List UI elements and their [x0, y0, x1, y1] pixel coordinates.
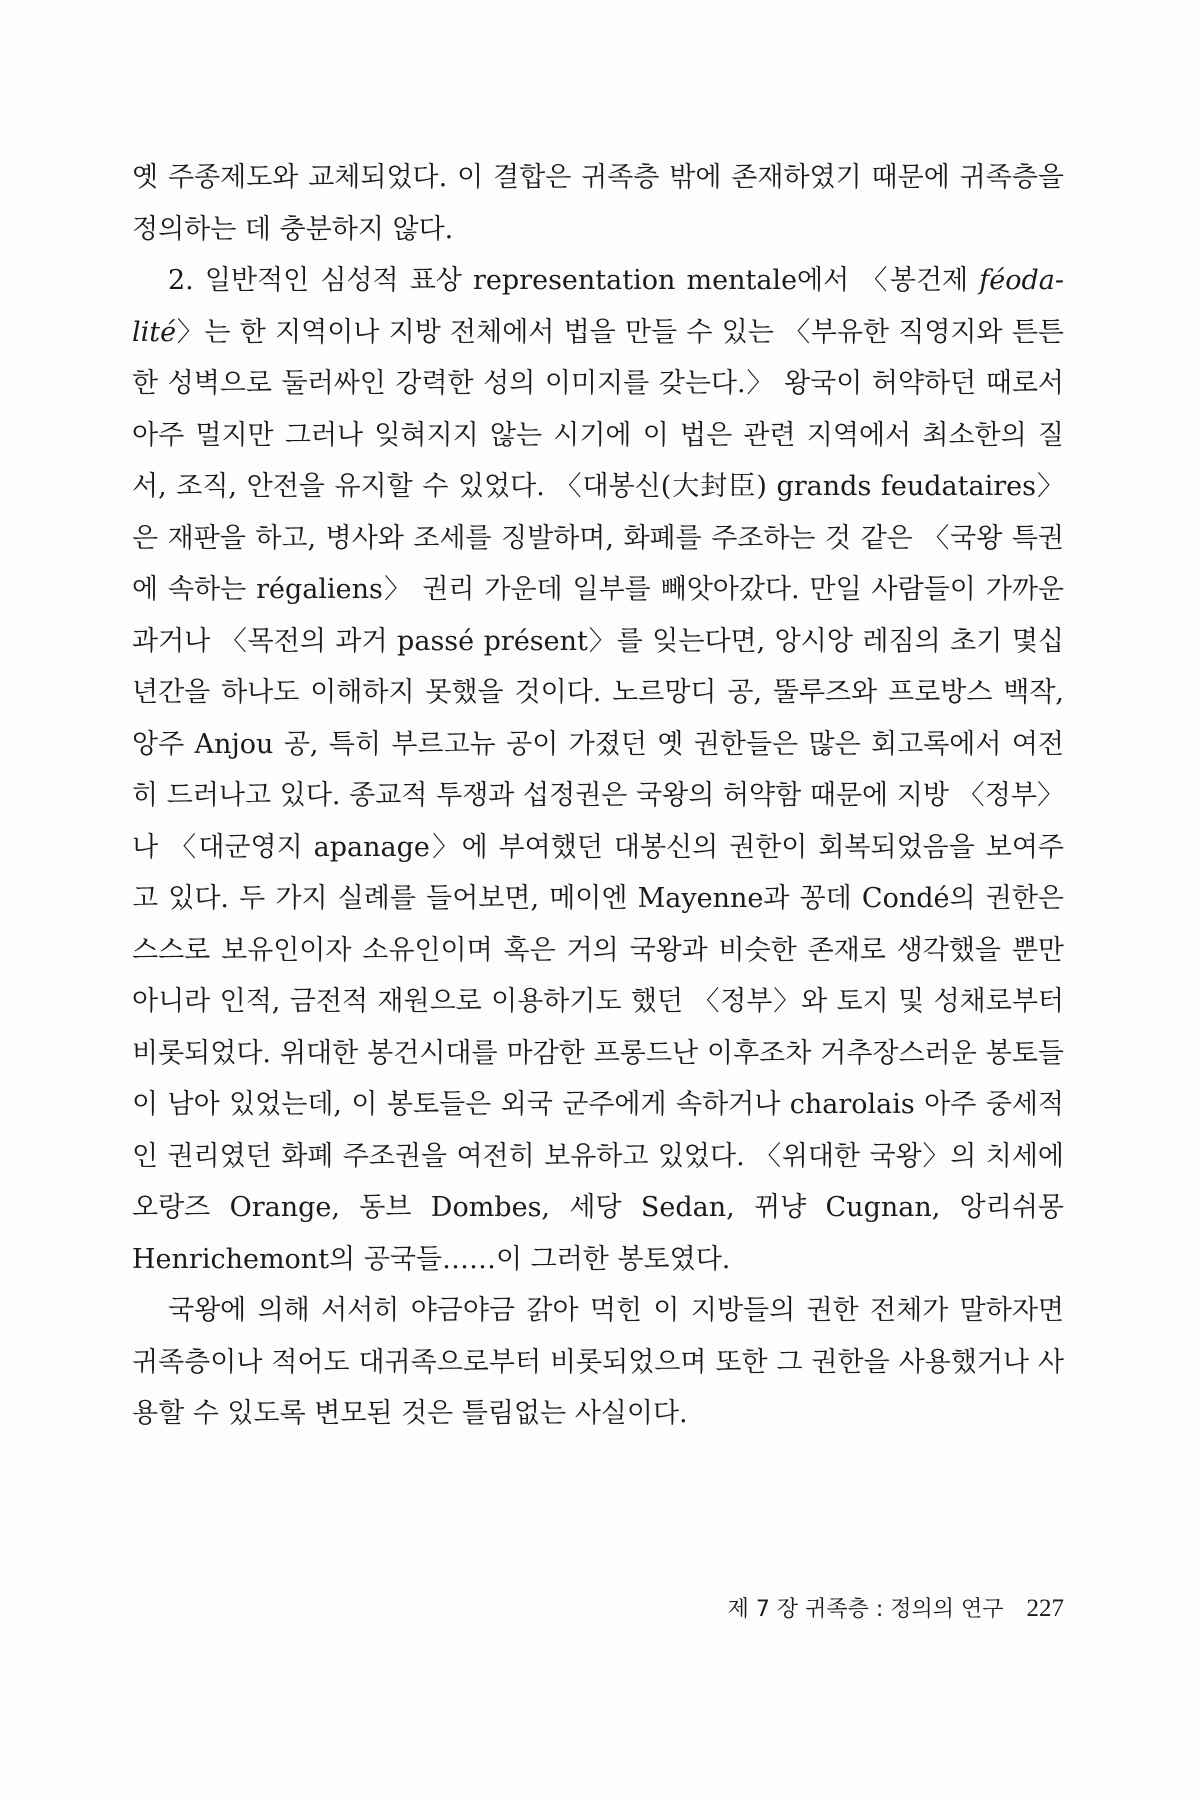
paragraph	[132, 152, 1064, 255]
text-run: 옛 주종제도와 교체되었다. 이 결합은 귀족층 밖에 존재하였기 때문에 귀족층을 정의하는 데 충분하지 않다.	[132, 162, 1064, 245]
text-run: 2. 일반적인 심성적 표상 representation mentale에서 〈봉건제	[168, 265, 980, 296]
text-run: 〉는 한 지역이나 지방 전체에서 법을 만들 수 있는 〈부유한 직영지와 튼튼한 성벽으로 둘러싸인 강력한 성의 이미지를 갖는다.〉 왕국이 허약하던 때로서 아주 멀지만 그러나 잊혀지지 않는 시기에 이 법은 관련 지역에서 최소한의 질서, 조직, 안전을 유지할 수 있었다. 〈대봉신(大封臣) grands feudataires〉은 재판을 하고, 병사와 조세를 징발하며, 화폐를 주조하는 것 같은 〈국왕 특권에 속하는 régaliens〉 권리 가운데 일부를 빼앗아갔다. 만일 사람들이 가까운 과거나 〈목전의 과거 passé présent〉를 잊는다면, 앙시앙 레짐의 초기 몇십 년간을 하나도 이해하지 못했을 것이다. 노르망디 공, 뚤루즈와 프로방스 백작, 앙주 Anjou 공, 특히 부르고뉴 공이 가졌던 옛 권한들은 많은 회고록에서 여전히 드러나고 있다. 종교적 투쟁과 섭정권은 국왕의 허약함 때문에 지방 〈정부〉나 〈대군영지 apanage〉에 부여했던 대봉신의 권한이 회복되었음을 보여주고 있다. 두 가지 실례를 들어보면, 메이엔 Mayenne과 꽁데 Condé의 권한은 스스로 보유인이자 소유인이며 혹은 거의 국왕과 비슷한 존재로 생각했을 뿐만 아니라 인적, 금전적 재원으로 이용하기도 했던 〈정부〉와 토지 및 성채로부터 비롯되었다. 위대한 봉건시대를 마감한 프롱드난 이후조차 거추장스러운 봉토들이 남아 있었는데, 이 봉토들은 외국 군주에게 속하거나 charolais 아주 중세적인 권리였던 화폐 주조권을 여전히 보유하고 있었다. 〈위대한 국왕〉의 치세에 오랑즈 Orange, 동브 Dombes, 세당 Sedan, 뀌냥 Cugnan, 앙리쉬몽 Henrichemont의 공국들……이 그러한 봉토였다.	[132, 316, 1064, 1275]
chapter-title: 제 7 장 귀족층 : 정의의 연구	[727, 1597, 1004, 1622]
italic-term: féodalité	[132, 265, 1064, 348]
body-text	[132, 152, 1064, 1440]
paragraph	[132, 255, 1064, 1285]
running-footer	[660, 1592, 1064, 1623]
text-run: 국왕에 의해 서서히 야금야금 갉아 먹힌 이 지방들의 권한 전체가 말하자면 귀족층이나 적어도 대귀족으로부터 비롯되었으며 또한 그 권한을 사용했거나 사용할 수 있도록 변모된 것은 틀림없는 사실이다.	[132, 1295, 1064, 1429]
paragraph	[132, 1285, 1064, 1440]
page-number: 227	[1026, 1595, 1064, 1622]
